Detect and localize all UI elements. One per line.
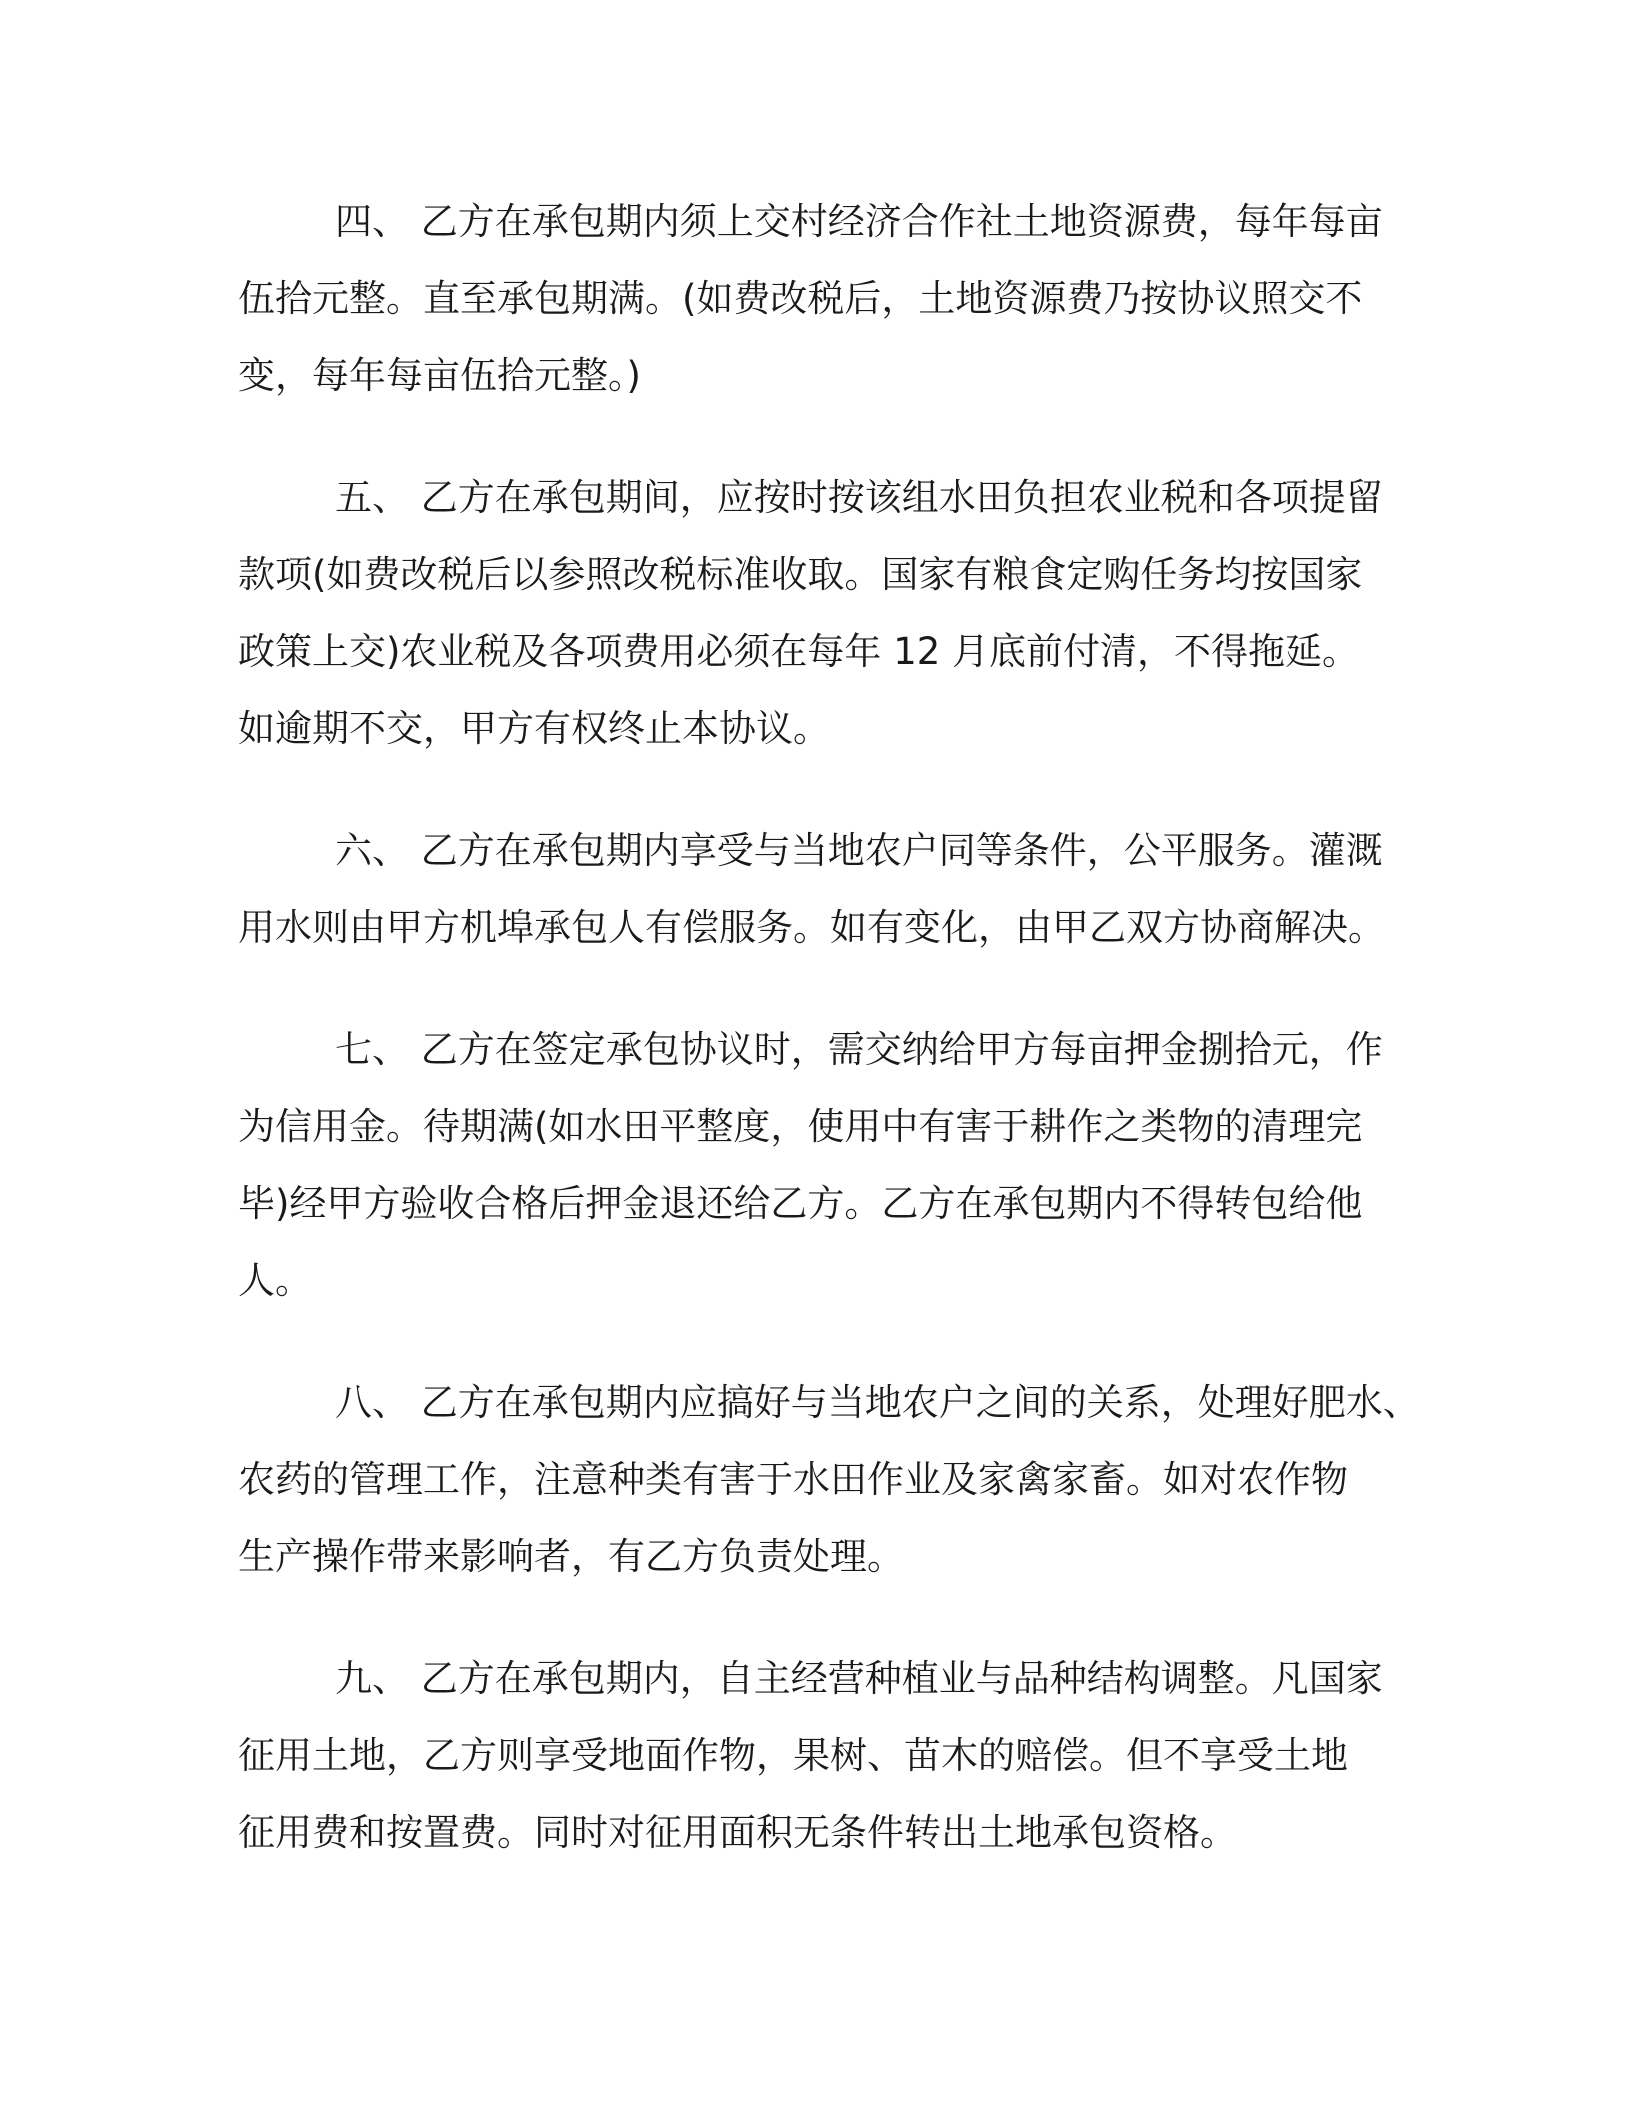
clause-line: 农药的管理工作，注意种类有害于水田作业及家禽家畜。如对农作物 bbox=[238, 1458, 1348, 1501]
clause-line: 政策上交)农业税及各项费用必须在每年 12 月底前付清，不得拖延。 bbox=[238, 630, 1360, 673]
clause-9 bbox=[238, 1640, 1438, 1871]
clause-line: 九、 乙方在承包期内，自主经营种植业与品种结构调整。凡国家 bbox=[335, 1657, 1383, 1700]
clause-8 bbox=[238, 1364, 1438, 1595]
clause-line: 伍拾元整。直至承包期满。(如费改税后，土地资源费乃按协议照交不 bbox=[238, 277, 1363, 320]
clause-line: 六、 乙方在承包期内享受与当地农户同等条件，公平服务。灌溉 bbox=[335, 829, 1383, 872]
clause-line: 用水则由甲方机埠承包人有偿服务。如有变化，由甲乙双方协商解决。 bbox=[238, 906, 1385, 949]
clause-line: 人。 bbox=[238, 1259, 312, 1302]
clause-line: 八、 乙方在承包期内应搞好与当地农户之间的关系，处理好肥水、 bbox=[335, 1381, 1420, 1424]
clause-7 bbox=[238, 1011, 1438, 1319]
contract-clauses bbox=[238, 183, 1438, 1916]
clause-line: 款项(如费改税后以参照改税标准收取。国家有粮食定购任务均按国家 bbox=[238, 553, 1363, 596]
clause-line: 五、 乙方在承包期间，应按时按该组水田负担农业税和各项提留 bbox=[335, 476, 1383, 519]
clause-line: 毕)经甲方验收合格后押金退还给乙方。乙方在承包期内不得转包给他 bbox=[238, 1182, 1363, 1225]
clause-line: 征用费和按置费。同时对征用面积无条件转出土地承包资格。 bbox=[238, 1811, 1237, 1854]
clause-6 bbox=[238, 812, 1438, 966]
clause-line: 四、 乙方在承包期内须上交村经济合作社土地资源费，每年每亩 bbox=[335, 200, 1383, 243]
clause-line: 变，每年每亩伍拾元整。) bbox=[238, 354, 641, 397]
clause-line: 为信用金。待期满(如水田平整度，使用中有害于耕作之类物的清理完 bbox=[238, 1105, 1363, 1148]
clause-line: 生产操作带来影响者，有乙方负责处理。 bbox=[238, 1535, 904, 1578]
clause-line: 征用土地，乙方则享受地面作物，果树、苗木的赔偿。但不享受土地 bbox=[238, 1734, 1348, 1777]
clause-4 bbox=[238, 183, 1438, 414]
clause-5 bbox=[238, 459, 1438, 767]
clause-line: 七、 乙方在签定承包协议时，需交纳给甲方每亩押金捌拾元，作 bbox=[335, 1028, 1383, 1071]
clause-line: 如逾期不交，甲方有权终止本协议。 bbox=[238, 707, 830, 750]
